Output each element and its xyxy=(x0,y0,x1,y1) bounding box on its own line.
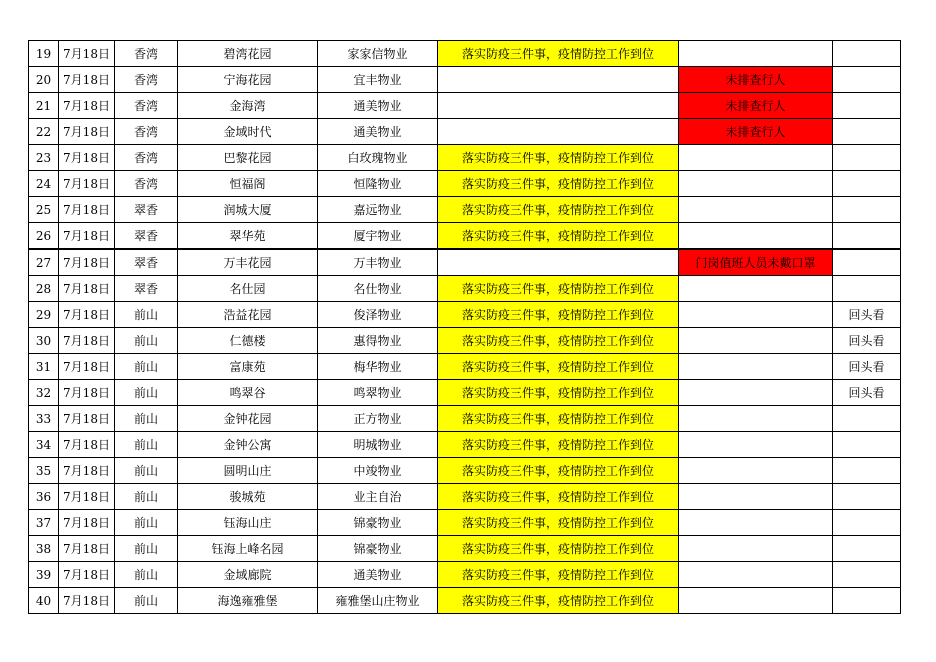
note-cell[interactable] xyxy=(833,223,901,250)
issue-cell[interactable]: 门岗值班人员未戴口罩 xyxy=(679,249,833,276)
table-row xyxy=(29,93,901,119)
status-cell[interactable]: 落实防疫三件事，疫情防控工作到位 xyxy=(438,484,679,510)
issue-cell[interactable]: 未排查行人 xyxy=(679,119,833,145)
property-company-cell[interactable]: 锦豪物业 xyxy=(318,510,438,536)
district-cell[interactable]: 前山 xyxy=(115,510,178,536)
table-row xyxy=(29,354,901,380)
note-cell[interactable]: 回头看 xyxy=(833,328,901,354)
status-cell[interactable] xyxy=(438,249,679,276)
property-company-cell[interactable]: 万丰物业 xyxy=(318,249,438,276)
note-cell[interactable] xyxy=(833,119,901,145)
district-cell[interactable]: 翠香 xyxy=(115,249,178,276)
date-cell[interactable]: 7月18日 xyxy=(59,119,115,145)
status-cell[interactable]: 落实防疫三件事，疫情防控工作到位 xyxy=(438,510,679,536)
status-cell[interactable] xyxy=(438,67,679,93)
district-cell[interactable]: 前山 xyxy=(115,432,178,458)
date-cell[interactable]: 7月18日 xyxy=(59,223,115,250)
row-number-cell[interactable]: 25 xyxy=(29,197,59,223)
table-row xyxy=(29,41,901,67)
note-cell[interactable] xyxy=(833,276,901,302)
district-cell[interactable]: 翠香 xyxy=(115,223,178,250)
community-cell[interactable]: 碧湾花园 xyxy=(178,41,318,67)
district-cell[interactable]: 前山 xyxy=(115,588,178,614)
date-cell[interactable]: 7月18日 xyxy=(59,145,115,171)
note-cell[interactable] xyxy=(833,145,901,171)
property-company-cell[interactable]: 恒隆物业 xyxy=(318,171,438,197)
note-cell[interactable] xyxy=(833,588,901,614)
note-cell[interactable] xyxy=(833,249,901,276)
issue-cell[interactable] xyxy=(679,484,833,510)
issue-cell[interactable] xyxy=(679,354,833,380)
note-cell[interactable]: 回头看 xyxy=(833,354,901,380)
status-cell[interactable]: 落实防疫三件事，疫情防控工作到位 xyxy=(438,171,679,197)
table-row xyxy=(29,536,901,562)
row-number-cell[interactable]: 20 xyxy=(29,67,59,93)
status-cell[interactable]: 落实防疫三件事，疫情防控工作到位 xyxy=(438,562,679,588)
community-cell[interactable]: 富康苑 xyxy=(178,354,318,380)
date-cell[interactable]: 7月18日 xyxy=(59,276,115,302)
issue-cell[interactable] xyxy=(679,588,833,614)
date-cell[interactable]: 7月18日 xyxy=(59,562,115,588)
community-cell[interactable]: 金域廊院 xyxy=(178,562,318,588)
status-cell[interactable]: 落实防疫三件事，疫情防控工作到位 xyxy=(438,41,679,67)
status-cell[interactable]: 落实防疫三件事，疫情防控工作到位 xyxy=(438,380,679,406)
inspection-table xyxy=(28,40,901,614)
status-cell[interactable] xyxy=(438,119,679,145)
date-cell[interactable]: 7月18日 xyxy=(59,302,115,328)
date-cell[interactable]: 7月18日 xyxy=(59,41,115,67)
community-cell[interactable]: 鸣翠谷 xyxy=(178,380,318,406)
note-cell[interactable] xyxy=(833,41,901,67)
date-cell[interactable]: 7月18日 xyxy=(59,432,115,458)
table-row xyxy=(29,67,901,93)
date-cell[interactable]: 7月18日 xyxy=(59,536,115,562)
community-cell[interactable]: 恒福阁 xyxy=(178,171,318,197)
table-row xyxy=(29,119,901,145)
note-cell[interactable] xyxy=(833,197,901,223)
note-cell[interactable] xyxy=(833,562,901,588)
status-cell[interactable]: 落实防疫三件事，疫情防控工作到位 xyxy=(438,536,679,562)
issue-cell[interactable] xyxy=(679,432,833,458)
row-number-cell[interactable]: 36 xyxy=(29,484,59,510)
note-cell[interactable] xyxy=(833,67,901,93)
district-cell[interactable]: 前山 xyxy=(115,406,178,432)
date-cell[interactable]: 7月18日 xyxy=(59,171,115,197)
issue-cell[interactable] xyxy=(679,276,833,302)
district-cell[interactable]: 香湾 xyxy=(115,41,178,67)
date-cell[interactable]: 7月18日 xyxy=(59,406,115,432)
note-cell[interactable] xyxy=(833,536,901,562)
issue-cell[interactable] xyxy=(679,406,833,432)
status-cell[interactable]: 落实防疫三件事，疫情防控工作到位 xyxy=(438,223,679,250)
issue-cell[interactable] xyxy=(679,302,833,328)
community-cell[interactable]: 圆明山庄 xyxy=(178,458,318,484)
date-cell[interactable]: 7月18日 xyxy=(59,249,115,276)
note-cell[interactable] xyxy=(833,510,901,536)
district-cell[interactable]: 香湾 xyxy=(115,119,178,145)
property-company-cell[interactable]: 锦豪物业 xyxy=(318,536,438,562)
table-row xyxy=(29,432,901,458)
row-number-cell[interactable]: 23 xyxy=(29,145,59,171)
table-row xyxy=(29,249,901,276)
issue-cell[interactable]: 未排查行人 xyxy=(679,93,833,119)
property-company-cell[interactable]: 正方物业 xyxy=(318,406,438,432)
property-company-cell[interactable]: 宜丰物业 xyxy=(318,67,438,93)
date-cell[interactable]: 7月18日 xyxy=(59,484,115,510)
district-cell[interactable]: 香湾 xyxy=(115,171,178,197)
date-cell[interactable]: 7月18日 xyxy=(59,354,115,380)
row-number-cell[interactable]: 21 xyxy=(29,93,59,119)
date-cell[interactable]: 7月18日 xyxy=(59,588,115,614)
note-cell[interactable] xyxy=(833,93,901,119)
table-row xyxy=(29,484,901,510)
status-cell[interactable]: 落实防疫三件事，疫情防控工作到位 xyxy=(438,354,679,380)
issue-cell[interactable] xyxy=(679,458,833,484)
community-cell[interactable]: 钰海山庄 xyxy=(178,510,318,536)
issue-cell[interactable]: 未排查行人 xyxy=(679,67,833,93)
community-cell[interactable]: 仁德楼 xyxy=(178,328,318,354)
property-company-cell[interactable]: 厦宇物业 xyxy=(318,223,438,250)
district-cell[interactable]: 前山 xyxy=(115,354,178,380)
table-row xyxy=(29,197,901,223)
date-cell[interactable]: 7月18日 xyxy=(59,67,115,93)
status-cell[interactable]: 落实防疫三件事，疫情防控工作到位 xyxy=(438,197,679,223)
status-cell[interactable]: 落实防疫三件事，疫情防控工作到位 xyxy=(438,276,679,302)
property-company-cell[interactable]: 中竣物业 xyxy=(318,458,438,484)
row-number-cell[interactable]: 24 xyxy=(29,171,59,197)
community-cell[interactable]: 金域时代 xyxy=(178,119,318,145)
community-cell[interactable]: 海逸雍雅堡 xyxy=(178,588,318,614)
date-cell[interactable]: 7月18日 xyxy=(59,328,115,354)
date-cell[interactable]: 7月18日 xyxy=(59,380,115,406)
row-number-cell[interactable]: 19 xyxy=(29,41,59,67)
district-cell[interactable]: 香湾 xyxy=(115,145,178,171)
property-company-cell[interactable]: 通美物业 xyxy=(318,562,438,588)
table-row xyxy=(29,223,901,250)
table-row xyxy=(29,276,901,302)
property-company-cell[interactable]: 白玫瑰物业 xyxy=(318,145,438,171)
property-company-cell[interactable]: 家家信物业 xyxy=(318,41,438,67)
district-cell[interactable]: 香湾 xyxy=(115,93,178,119)
table-row xyxy=(29,380,901,406)
issue-cell[interactable] xyxy=(679,536,833,562)
community-cell[interactable]: 名仕园 xyxy=(178,276,318,302)
table-row xyxy=(29,510,901,536)
district-cell[interactable]: 香湾 xyxy=(115,67,178,93)
note-cell[interactable] xyxy=(833,406,901,432)
community-cell[interactable]: 钰海上峰名园 xyxy=(178,536,318,562)
issue-cell[interactable] xyxy=(679,510,833,536)
note-cell[interactable] xyxy=(833,171,901,197)
date-cell[interactable]: 7月18日 xyxy=(59,510,115,536)
table-row xyxy=(29,458,901,484)
row-number-cell[interactable]: 30 xyxy=(29,328,59,354)
district-cell[interactable]: 前山 xyxy=(115,302,178,328)
district-cell[interactable]: 前山 xyxy=(115,328,178,354)
row-number-cell[interactable]: 38 xyxy=(29,536,59,562)
row-number-cell[interactable]: 33 xyxy=(29,406,59,432)
row-number-cell[interactable]: 32 xyxy=(29,380,59,406)
district-cell[interactable]: 前山 xyxy=(115,484,178,510)
status-cell[interactable]: 落实防疫三件事，疫情防控工作到位 xyxy=(438,145,679,171)
row-number-cell[interactable]: 39 xyxy=(29,562,59,588)
property-company-cell[interactable]: 通美物业 xyxy=(318,93,438,119)
community-cell[interactable]: 金海湾 xyxy=(178,93,318,119)
community-cell[interactable]: 润城大厦 xyxy=(178,197,318,223)
issue-cell[interactable] xyxy=(679,41,833,67)
status-cell[interactable]: 落实防疫三件事，疫情防控工作到位 xyxy=(438,458,679,484)
date-cell[interactable]: 7月18日 xyxy=(59,197,115,223)
row-number-cell[interactable]: 35 xyxy=(29,458,59,484)
property-company-cell[interactable]: 业主自治 xyxy=(318,484,438,510)
date-cell[interactable]: 7月18日 xyxy=(59,93,115,119)
issue-cell[interactable] xyxy=(679,197,833,223)
district-cell[interactable]: 翠香 xyxy=(115,276,178,302)
community-cell[interactable]: 万丰花园 xyxy=(178,249,318,276)
community-cell[interactable]: 浩益花园 xyxy=(178,302,318,328)
property-company-cell[interactable]: 俊泽物业 xyxy=(318,302,438,328)
note-cell[interactable]: 回头看 xyxy=(833,380,901,406)
note-cell[interactable] xyxy=(833,484,901,510)
property-company-cell[interactable]: 名仕物业 xyxy=(318,276,438,302)
community-cell[interactable]: 金钟花园 xyxy=(178,406,318,432)
table-row xyxy=(29,302,901,328)
table-row xyxy=(29,406,901,432)
table-row xyxy=(29,562,901,588)
status-cell[interactable] xyxy=(438,93,679,119)
row-number-cell[interactable]: 40 xyxy=(29,588,59,614)
community-cell[interactable]: 金钟公寓 xyxy=(178,432,318,458)
status-cell[interactable]: 落实防疫三件事，疫情防控工作到位 xyxy=(438,432,679,458)
row-number-cell[interactable]: 28 xyxy=(29,276,59,302)
note-cell[interactable]: 回头看 xyxy=(833,302,901,328)
community-cell[interactable]: 宁海花园 xyxy=(178,67,318,93)
note-cell[interactable] xyxy=(833,432,901,458)
row-number-cell[interactable]: 26 xyxy=(29,223,59,250)
property-company-cell[interactable]: 嘉远物业 xyxy=(318,197,438,223)
district-cell[interactable]: 前山 xyxy=(115,536,178,562)
issue-cell[interactable] xyxy=(679,380,833,406)
community-cell[interactable]: 骏城苑 xyxy=(178,484,318,510)
table-row xyxy=(29,588,901,614)
status-cell[interactable]: 落实防疫三件事，疫情防控工作到位 xyxy=(438,406,679,432)
note-cell[interactable] xyxy=(833,458,901,484)
table-body xyxy=(29,41,901,614)
community-cell[interactable]: 翠华苑 xyxy=(178,223,318,250)
issue-cell[interactable] xyxy=(679,562,833,588)
property-company-cell[interactable]: 惠得物业 xyxy=(318,328,438,354)
district-cell[interactable]: 翠香 xyxy=(115,197,178,223)
property-company-cell[interactable]: 鸣翠物业 xyxy=(318,380,438,406)
status-cell[interactable]: 落实防疫三件事，疫情防控工作到位 xyxy=(438,328,679,354)
date-cell[interactable]: 7月18日 xyxy=(59,458,115,484)
issue-cell[interactable] xyxy=(679,145,833,171)
property-company-cell[interactable]: 明城物业 xyxy=(318,432,438,458)
row-number-cell[interactable]: 27 xyxy=(29,249,59,276)
issue-cell[interactable] xyxy=(679,171,833,197)
community-cell[interactable]: 巴黎花园 xyxy=(178,145,318,171)
issue-cell[interactable] xyxy=(679,223,833,250)
table-row xyxy=(29,145,901,171)
property-company-cell[interactable]: 雍雅堡山庄物业 xyxy=(318,588,438,614)
district-cell[interactable]: 前山 xyxy=(115,380,178,406)
row-number-cell[interactable]: 31 xyxy=(29,354,59,380)
row-number-cell[interactable]: 34 xyxy=(29,432,59,458)
status-cell[interactable]: 落实防疫三件事，疫情防控工作到位 xyxy=(438,588,679,614)
row-number-cell[interactable]: 22 xyxy=(29,119,59,145)
property-company-cell[interactable]: 通美物业 xyxy=(318,119,438,145)
district-cell[interactable]: 前山 xyxy=(115,458,178,484)
status-cell[interactable]: 落实防疫三件事，疫情防控工作到位 xyxy=(438,302,679,328)
row-number-cell[interactable]: 29 xyxy=(29,302,59,328)
property-company-cell[interactable]: 梅华物业 xyxy=(318,354,438,380)
row-number-cell[interactable]: 37 xyxy=(29,510,59,536)
table-row xyxy=(29,328,901,354)
issue-cell[interactable] xyxy=(679,328,833,354)
table-row xyxy=(29,171,901,197)
district-cell[interactable]: 前山 xyxy=(115,562,178,588)
